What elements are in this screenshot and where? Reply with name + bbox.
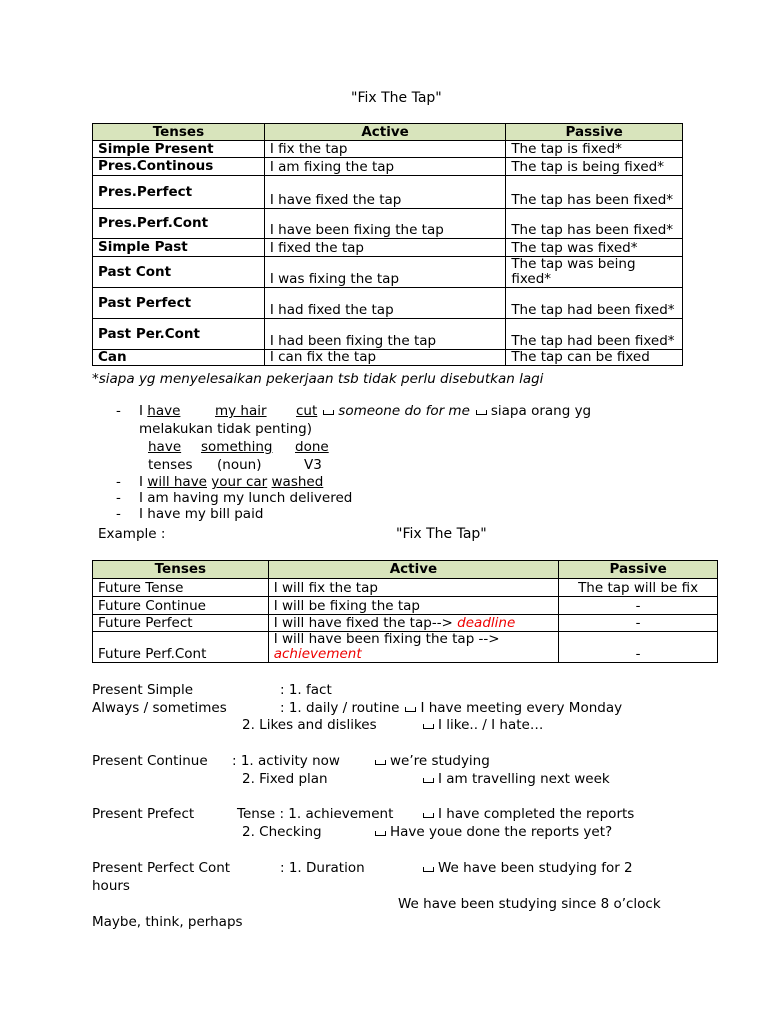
ps-1: : 1. fact: [280, 682, 332, 698]
cell-tense: Past Per.Cont: [93, 319, 265, 350]
example-label: Example :: [98, 526, 166, 542]
header-active: Active: [264, 124, 505, 141]
table-row: [93, 176, 683, 209]
b1-my-hair: my hair: [215, 403, 267, 419]
ps-daily-ex: I have meeting every Monday: [420, 700, 623, 716]
arrow-icon: [423, 867, 434, 872]
ps-2: 2. Likes and dislikes: [242, 717, 377, 733]
table-row: [93, 615, 718, 632]
table-row: [93, 288, 683, 319]
cell-tense: Future Perf.Cont: [93, 632, 269, 663]
table-row: [93, 350, 683, 366]
row-done: done: [295, 439, 329, 455]
pc-2: 2. Fixed plan: [242, 771, 328, 787]
pc-1-ex: we’re studying: [390, 753, 490, 769]
cell-active: I can fix the tap: [264, 350, 505, 366]
cell-passive: The tap had been fixed*: [506, 319, 683, 350]
cell-tense: Pres.Continous: [93, 158, 265, 176]
cell-tense: Past Cont: [93, 257, 265, 288]
header-tenses: Tenses: [93, 561, 269, 579]
ps-daily: : 1. daily / routine: [280, 700, 400, 716]
bullet-dash: -: [116, 506, 121, 522]
arrow-icon: [375, 831, 386, 836]
cell-passive: -: [559, 632, 718, 663]
cell-passive: The tap was fixed*: [506, 239, 683, 257]
b2-your-car: your car: [211, 474, 268, 490]
cell-tense: Future Perfect: [93, 615, 269, 632]
b2-washed: washed: [271, 474, 324, 490]
pc-2-ex: I am travelling next week: [438, 771, 610, 787]
active-text: I will have fixed the tap-->: [273, 615, 458, 631]
active-text: I will have been fixing the tap -->: [273, 631, 500, 647]
bullet-4: I have my bill paid: [139, 506, 264, 522]
cell-active: [268, 615, 559, 632]
pp-2: 2. Checking: [242, 824, 322, 840]
table-row: [93, 257, 683, 288]
arrow-icon: [323, 410, 334, 415]
ppc-label: Present Perfect Cont: [92, 860, 231, 876]
row-tenses: tenses: [148, 457, 193, 473]
cell-passive: The tap is being fixed*: [506, 158, 683, 176]
header-passive: Passive: [506, 124, 683, 141]
active-text: I will fix the tap: [273, 580, 378, 596]
cell-passive: -: [559, 615, 718, 632]
maybe-note: Maybe, think, perhaps: [92, 914, 243, 930]
cell-tense: Can: [93, 350, 265, 366]
cell-active: [268, 597, 559, 615]
bullet-3: I am having my lunch delivered: [139, 490, 353, 506]
pp-2-ex: Have youe done the reports yet?: [390, 824, 613, 840]
cell-passive: The tap will be fix: [559, 579, 718, 597]
cell-active: I was fixing the tap: [264, 257, 505, 288]
cell-active: I had fixed the tap: [264, 288, 505, 319]
cell-active: I had been fixing the tap: [264, 319, 505, 350]
bullet-1: [139, 403, 180, 419]
pc-1: : 1. activity now: [232, 753, 340, 769]
title-1: "Fix The Tap": [351, 90, 442, 106]
cell-active: I have been fixing the tap: [264, 209, 505, 239]
pp-label: Present Prefect: [92, 806, 195, 822]
arrow-icon: [375, 760, 386, 765]
b1-cut: cut: [296, 403, 318, 419]
tenses-table-1: [92, 123, 683, 366]
bullet-dash: -: [116, 490, 121, 506]
cell-tense: Simple Past: [93, 239, 265, 257]
cell-active: I am fixing the tap: [264, 158, 505, 176]
cell-tense: Future Continue: [93, 597, 269, 615]
bullet-2: [139, 474, 323, 490]
row-v3: V3: [304, 457, 322, 473]
row-have: have: [148, 439, 182, 455]
ppc-hours: hours: [92, 878, 130, 894]
header-passive: Passive: [559, 561, 718, 579]
table-row: [93, 209, 683, 239]
ps-label: Present Simple: [92, 682, 194, 698]
tenses-table-2: [92, 560, 718, 663]
row-something: something: [201, 439, 273, 455]
ppc-since: We have been studying since 8 o’clock: [398, 896, 661, 912]
cell-tense: Past Perfect: [93, 288, 265, 319]
table-row: [93, 632, 718, 663]
pp-1-ex: I have completed the reports: [438, 806, 635, 822]
cell-tense: Simple Present: [93, 141, 265, 158]
cell-active: [268, 579, 559, 597]
b2-will-have: will have: [147, 474, 207, 490]
cell-passive: The tap was being fixed*: [506, 257, 683, 288]
cell-tense: Pres.Perfect: [93, 176, 265, 209]
header-active: Active: [268, 561, 559, 579]
b1-someone: someone do for me: [338, 403, 470, 419]
b1-siapa: siapa orang yg: [490, 403, 592, 419]
table-row: [93, 141, 683, 158]
arrow-icon: [476, 410, 487, 415]
row-noun: (noun): [217, 457, 262, 473]
bullet-dash: -: [116, 403, 121, 419]
arrow-icon: [423, 724, 434, 729]
table-row: [93, 319, 683, 350]
always-label: Always / sometimes: [92, 700, 227, 716]
arrow-icon: [423, 778, 434, 783]
cell-active: I fix the tap: [264, 141, 505, 158]
title-2: "Fix The Tap": [396, 526, 487, 542]
header-tenses: Tenses: [93, 124, 265, 141]
cell-passive: The tap has been fixed*: [506, 176, 683, 209]
cell-tense: Pres.Perf.Cont: [93, 209, 265, 239]
pp-1: Tense : 1. achievement: [237, 806, 394, 822]
cell-tense: Future Tense: [93, 579, 269, 597]
arrow-icon: [423, 813, 434, 818]
footnote: *siapa yg menyelesaikan pekerjaan tsb tidak perlu disebutkan lagi: [92, 371, 544, 387]
table-row: [93, 579, 718, 597]
ps-2-ex: I like.. / I hate…: [438, 717, 544, 733]
cell-passive: The tap had been fixed*: [506, 288, 683, 319]
active-text: I will be fixing the tap: [273, 598, 420, 614]
table-row: [93, 597, 718, 615]
arrow-icon: [405, 707, 416, 712]
b2-i: I: [139, 474, 143, 490]
b1-have: have: [147, 403, 181, 419]
cell-passive: The tap can be fixed: [506, 350, 683, 366]
ppc-1-ex: We have been studying for 2: [438, 860, 633, 876]
cell-active: [268, 632, 559, 663]
active-note: deadline: [457, 615, 516, 631]
cell-active: I have fixed the tap: [264, 176, 505, 209]
b1-i: I: [139, 403, 143, 419]
table-row: [93, 239, 683, 257]
ppc-1: : 1. Duration: [280, 860, 365, 876]
cell-active: I fixed the tap: [264, 239, 505, 257]
bullet-dash: -: [116, 474, 121, 490]
table-row: [93, 158, 683, 176]
active-note: achievement: [273, 646, 362, 662]
cell-passive: The tap is fixed*: [506, 141, 683, 158]
cell-passive: -: [559, 597, 718, 615]
cell-passive: The tap has been fixed*: [506, 209, 683, 239]
pc-label: Present Continue: [92, 753, 208, 769]
b1-cont: melakukan tidak penting): [139, 421, 313, 437]
